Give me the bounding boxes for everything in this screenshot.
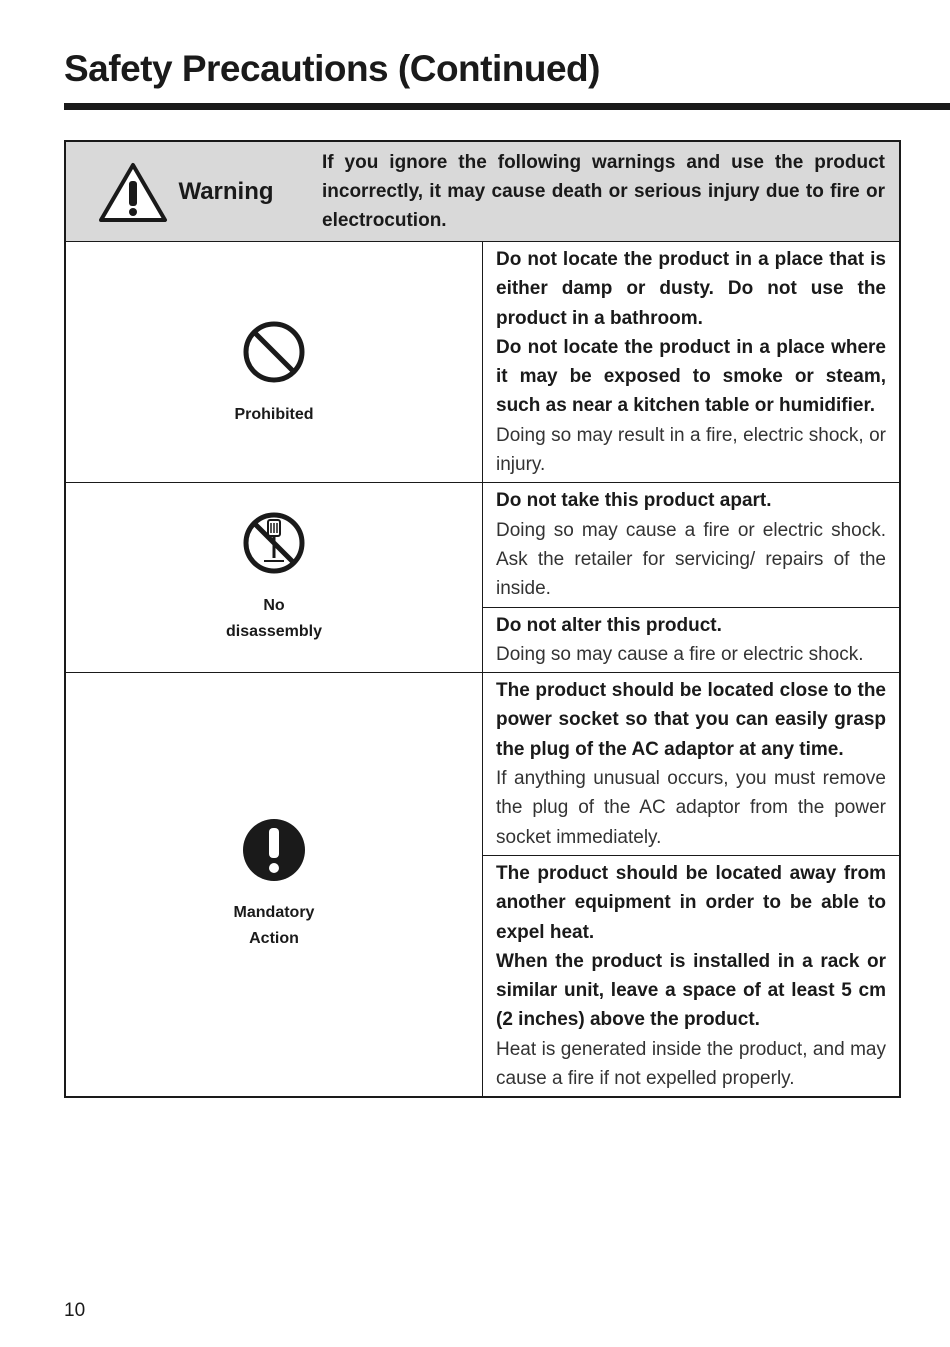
no-disassembly-label-line-1: No	[263, 596, 285, 614]
mandatory-content-2	[483, 855, 901, 1097]
no-disassembly-content-2	[483, 607, 901, 673]
mandatory-action-icon	[242, 818, 306, 882]
mandatory-label	[234, 900, 315, 952]
no-disassembly-row-1	[65, 483, 900, 607]
no-disassembly-item-2-heading: Do not alter this product.	[496, 614, 722, 636]
prohibited-content	[483, 242, 901, 483]
prohibited-icon	[242, 320, 306, 384]
mandatory-row-1	[65, 673, 900, 856]
safety-table	[64, 140, 901, 1098]
no-disassembly-content-1	[483, 483, 901, 607]
mandatory-content-1	[483, 673, 901, 856]
prohibited-label: Prohibited	[234, 406, 314, 424]
mandatory-label-line-1: Mandatory	[233, 903, 315, 921]
prohibited-consequence: Doing so may result in a fire, electric shock, or injury.	[496, 424, 886, 476]
no-disassembly-item-1-text: Doing so may cause a fire or electric shock. Ask the retailer for servicing/ repairs of the inside.	[496, 519, 886, 600]
no-disassembly-label	[226, 593, 322, 645]
prohibited-line-2: Do not locate the product in a place where it may be exposed to smoke or steam, such as near a kitchen table or humidifier.	[496, 336, 886, 417]
mandatory-item-1-text: If anything unusual occurs, you must remove the plug of the AC adaptor from the power socket immediately.	[496, 768, 886, 848]
mandatory-item-1-heading: The product should be located close to the power socket so that you can easily grasp the plug of the AC adaptor at any time.	[496, 680, 886, 760]
no-disassembly-item-1-heading: Do not take this product apart.	[496, 490, 772, 512]
mandatory-item-2-heading-1: The product should be located away from another equipment in order to be able to expel heat.	[496, 862, 886, 943]
no-disassembly-label-line-2: disassembly	[225, 622, 323, 640]
page-number: 10	[64, 1300, 86, 1321]
mandatory-icon-cell	[65, 673, 483, 1098]
warning-header	[65, 141, 900, 242]
mandatory-label-line-2: Action	[249, 929, 299, 947]
warning-header-row	[65, 141, 900, 242]
warning-triangle-icon	[98, 161, 168, 223]
mandatory-item-2-text: Heat is generated inside the product, and may cause a fire if not expelled properly.	[496, 1038, 886, 1090]
prohibited-icon-cell	[65, 242, 483, 483]
prohibited-line-1: Do not locate the product in a place that is either damp or dusty. Do not use the product in a bathroom.	[496, 249, 886, 329]
warning-title: Warning	[178, 177, 274, 205]
warning-text: If you ignore the following warnings and use the product incorrectly, it may cause death or serious injury due to fire or electrocution.	[322, 152, 885, 231]
no-disassembly-icon-cell	[65, 483, 483, 673]
no-disassembly-item-2-text: Doing so may cause a fire or electric shock.	[496, 643, 864, 665]
mandatory-item-2-heading-2: When the product is installed in a rack or similar unit, leave a space of at least 5 cm (2 inches) above the product.	[496, 950, 886, 1031]
title-rule	[64, 103, 950, 110]
prohibited-row	[65, 242, 900, 483]
no-disassembly-icon	[242, 511, 306, 575]
page-title: Safety Precautions (Continued)	[64, 48, 600, 89]
